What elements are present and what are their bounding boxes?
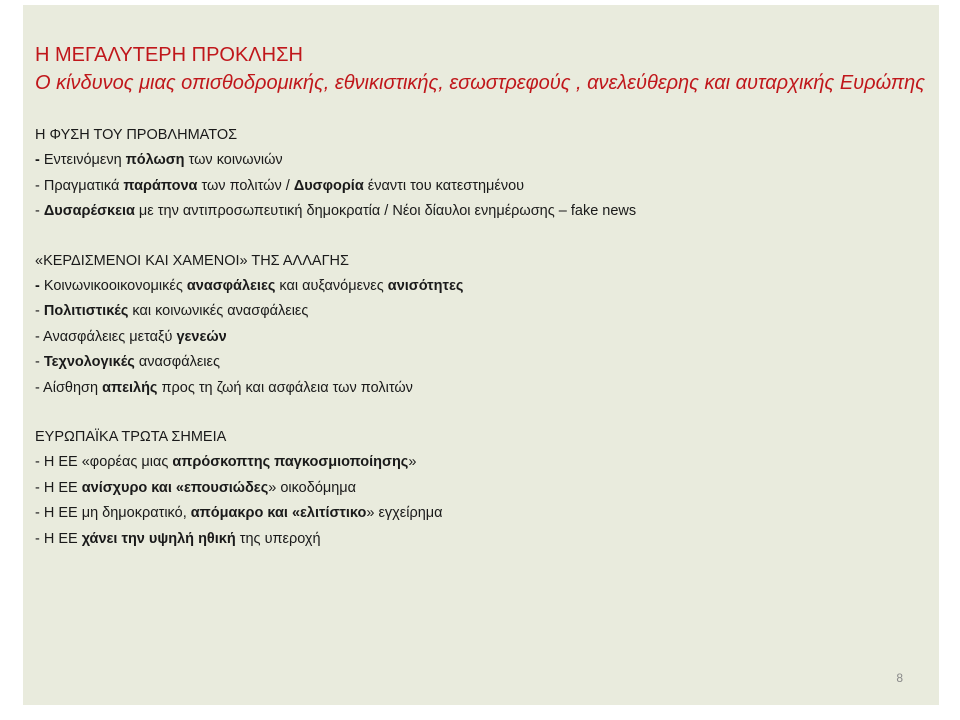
emphasis-text: ανισότητες: [387, 277, 464, 294]
bullet-line: [35, 501, 925, 527]
line-text: ανασφάλειες: [134, 354, 220, 370]
emphasis-text: απρόσκοπτης παγκοσμιοποίησης: [172, 454, 409, 470]
line-text: των πολιτών /: [197, 177, 294, 194]
line-text: - Η ΕΕ μη δημοκρατικό,: [35, 505, 191, 521]
slide-subtitle: Ο κίνδυνος μιας οπισθοδρομικής, εθνικιστικής, εσωστρεφούς , ανελεύθερης και αυταρχικής Ευρώπης: [35, 72, 925, 94]
bullet-line: [35, 476, 925, 502]
line-text: - Η ΕΕ: [35, 530, 82, 547]
line-text: - Η ΕΕ «φορέας μιας: [35, 454, 173, 470]
slide-title: Η ΜΕΓΑΛΥΤΕΡΗ ΠΡΟΚΛΗΣΗ: [35, 44, 303, 66]
line-text: »: [408, 454, 417, 470]
line-text: και κοινωνικές ανασφάλειες: [128, 303, 309, 319]
line-text: των κοινωνιών: [184, 152, 283, 168]
line-text: Εντεινόμενη: [43, 152, 126, 168]
bullet-line: [35, 199, 925, 225]
bullet-line: [35, 325, 925, 351]
emphasis-text: χάνει την υψηλή ηθική: [81, 530, 236, 547]
emphasis-text: -: [35, 277, 44, 294]
emphasis-text: ανασφάλειες: [186, 277, 276, 294]
bullet-line: [35, 299, 925, 325]
emphasis-text: απειλής: [102, 379, 158, 396]
line-text: » εγχείρημα: [366, 505, 443, 521]
slide: [23, 5, 939, 705]
bullet-line: [35, 450, 925, 476]
line-text: - Ανασφάλειες μεταξύ: [35, 328, 177, 345]
section-heading: ΕΥΡΩΠΑΪΚΑ ΤΡΩΤΑ ΣΗΜΕΙΑ: [35, 429, 227, 445]
line-text: της υπεροχή: [235, 530, 321, 547]
line-text: -: [35, 303, 44, 319]
line-text: - Πραγματικά: [35, 177, 124, 194]
bullet-line: [35, 174, 925, 200]
line-text: -: [35, 354, 44, 370]
line-text: -: [35, 203, 44, 219]
emphasis-text: ανίσχυρο και «επουσιώδες: [81, 479, 269, 496]
page-number: 8: [896, 671, 903, 685]
bullet-line: [35, 527, 925, 553]
section-eu-weak-points: [35, 425, 925, 552]
line-text: προς τη ζωή και ασφάλεια των πολιτών: [157, 379, 413, 396]
slide-content: [35, 41, 925, 552]
emphasis-text: πόλωση: [125, 152, 185, 168]
line-text: Κοινωνικοοικονομικές: [43, 277, 187, 294]
emphasis-text: Δυσαρέσκεια: [43, 203, 135, 219]
section-heading: Η ΦΥΣΗ ΤΟΥ ΠΡΟΒΛΗΜΑΤΟΣ: [35, 127, 238, 143]
line-text: έναντι του κατεστημένου: [363, 177, 525, 194]
line-text: με την αντιπροσωπευτική δημοκρατία / Νέοι δίαυλοι ενημέρωσης – fake news: [134, 203, 637, 219]
bullet-line: [35, 350, 925, 376]
emphasis-text: -: [35, 152, 44, 168]
emphasis-text: απόμακρο και «ελιτίστικο: [190, 505, 367, 521]
section-problem-nature: [35, 123, 925, 225]
bullet-line: [35, 376, 925, 402]
line-text: - Αίσθηση: [35, 379, 103, 396]
line-text: - Η ΕΕ: [35, 479, 82, 496]
line-text: και αυξανόμενες: [275, 277, 388, 294]
bullet-line: [35, 274, 925, 300]
section-winners-losers: [35, 249, 925, 402]
emphasis-text: Τεχνολογικές: [43, 354, 135, 370]
emphasis-text: Πολιτιστικές: [43, 303, 129, 319]
section-heading: «ΚΕΡΔΙΣΜΕΝΟΙ ΚΑΙ ΧΑΜΕΝΟΙ» ΤΗΣ ΑΛΛΑΓΗΣ: [35, 252, 349, 269]
emphasis-text: παράπονα: [123, 177, 198, 194]
bullet-line: [35, 148, 925, 174]
line-text: » οικοδόμημα: [268, 479, 357, 496]
emphasis-text: Δυσφορία: [293, 177, 364, 194]
emphasis-text: γενεών: [176, 328, 227, 345]
